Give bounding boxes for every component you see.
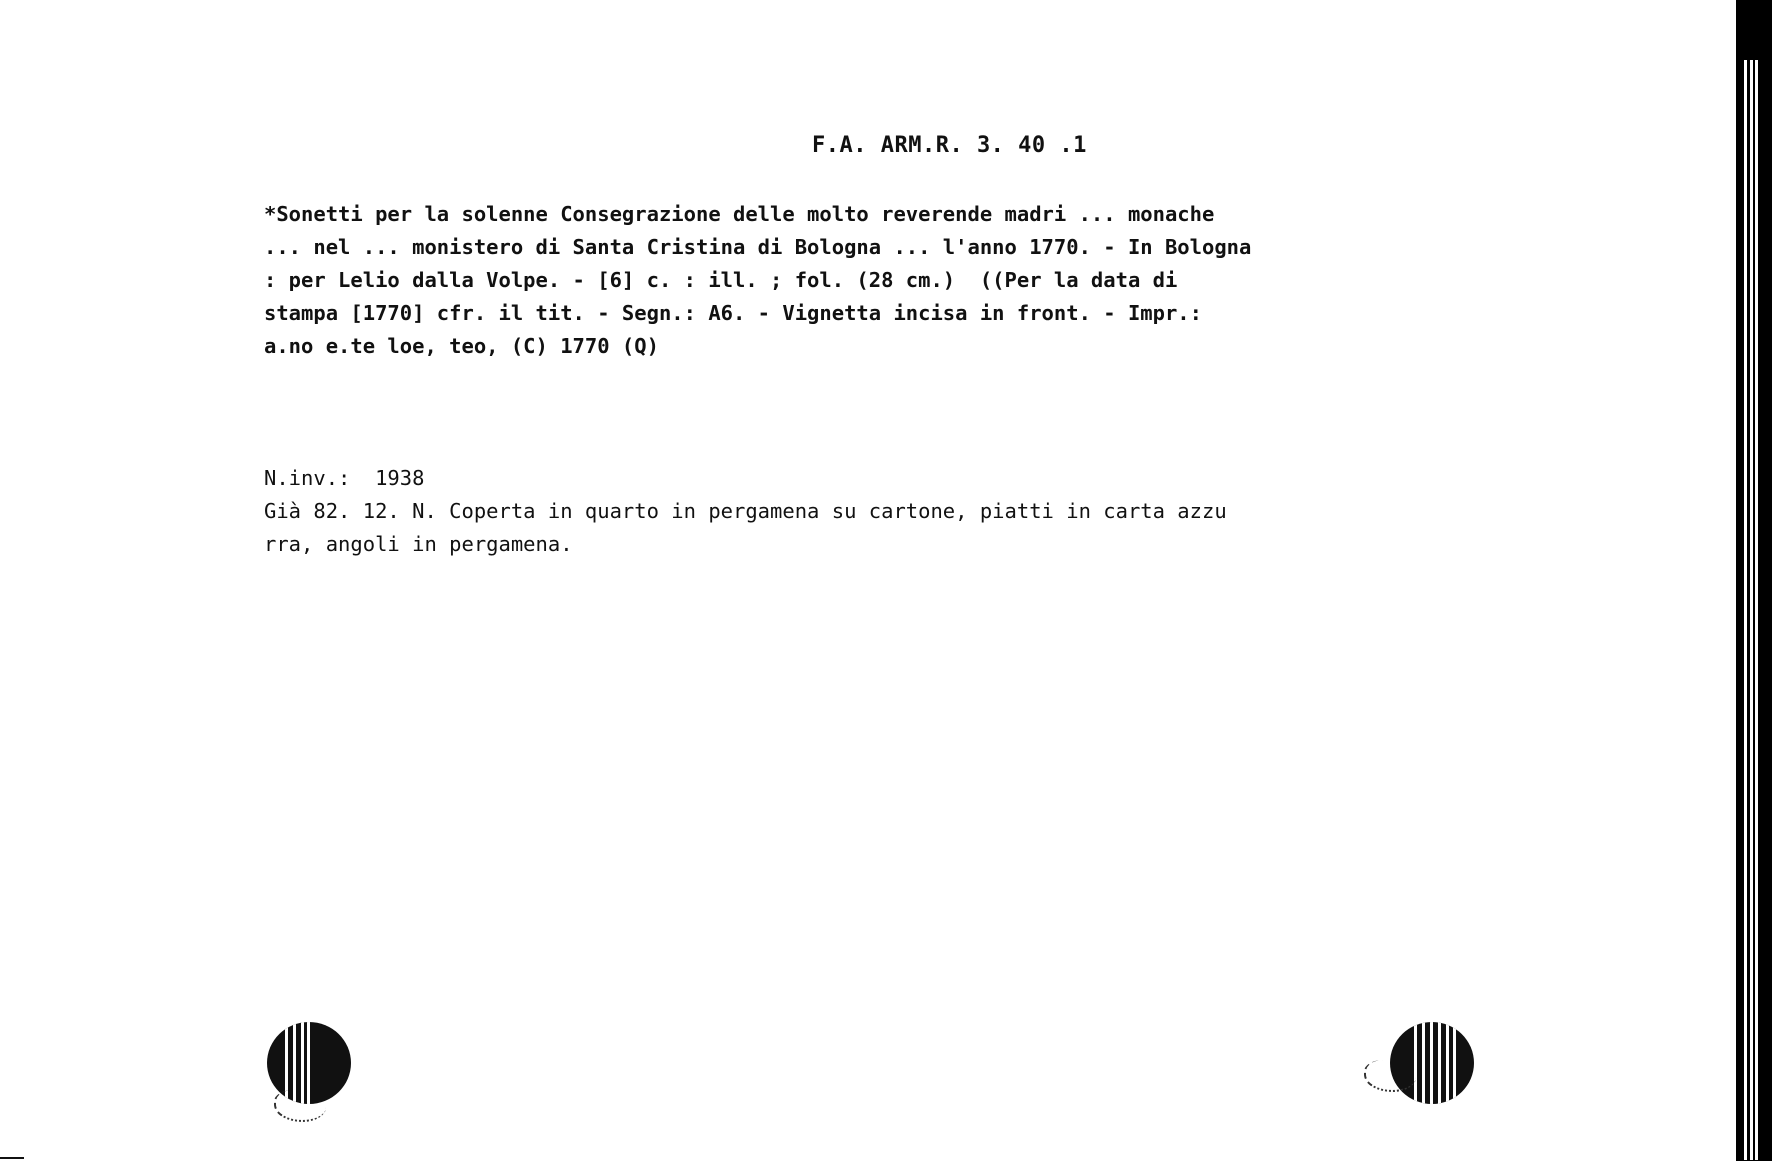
entry-line: stampa [1770] cfr. il tit. - Segn.: A6. - Vignetta incisa in front. - Impr.: <box>264 301 1202 325</box>
binding-note-line: rra, angoli in pergamena. <box>264 532 573 556</box>
inventory-notes <box>264 462 1227 561</box>
scan-smudge <box>274 1090 326 1122</box>
entry-line: : per Lelio dalla Volpe. - [6] c. : ill. ; fol. (28 cm.) ((Per la data di <box>264 268 1178 292</box>
scan-edge-line <box>0 1157 24 1159</box>
entry-line: *Sonetti per la solenne Consegrazione delle molto reverende madri ... monache <box>264 202 1215 226</box>
scan-smudge <box>1364 1060 1416 1092</box>
entry-line: a.no e.te loe, teo, (C) 1770 (Q) <box>264 334 659 358</box>
entry-line: ... nel ... monistero di Santa Cristina di Bologna ... l'anno 1770. - In Bologna <box>264 235 1252 259</box>
bibliographic-entry <box>264 198 1252 363</box>
card-edge-shadow <box>1736 0 1772 1161</box>
shelfmark: F.A. ARM.R. 3. 40 .1 <box>812 133 1087 158</box>
binding-note-line: Già 82. 12. N. Coperta in quarto in pergamena su cartone, piatti in carta azzu <box>264 499 1227 523</box>
inventory-number: N.inv.: 1938 <box>264 466 425 490</box>
